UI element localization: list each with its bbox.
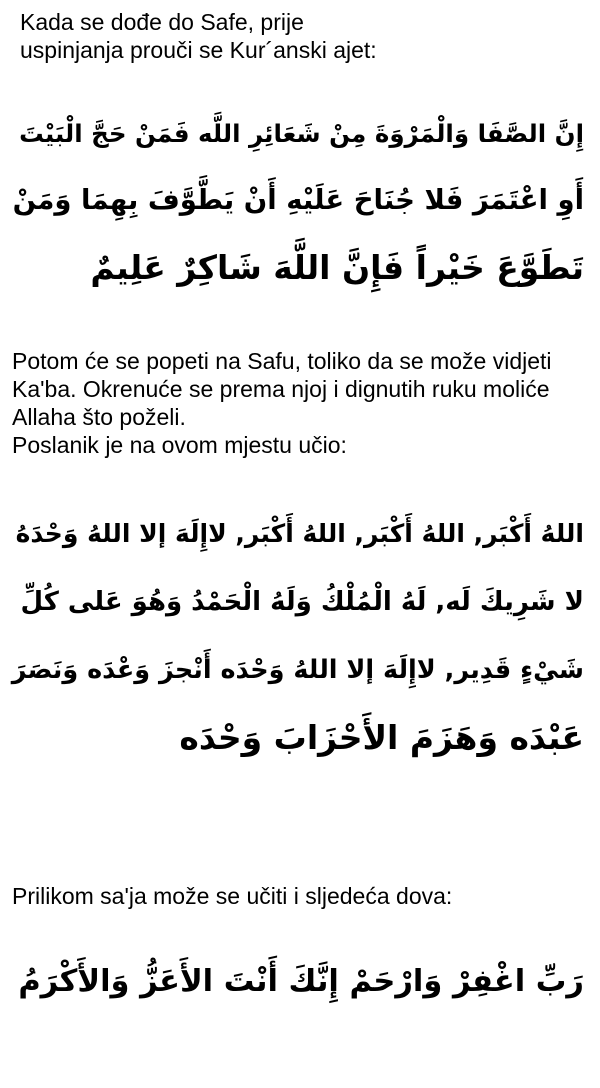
dhikr-line-4: عَبْدَه وَهَزَمَ الأَحْزَابَ وَحْدَه <box>179 718 584 757</box>
prilikom-paragraph <box>12 882 452 910</box>
quran-ayah-arabic <box>12 100 584 301</box>
potom-line-4: Poslanik je na ovom mjestu učio: <box>12 432 347 458</box>
ayah-line-1: إِنَّ الصَّفَا وَالْمَرْوَةَ مِنْ شَعَائِرِ اللَّه فَمَنْ حَجَّ الْبَيْتَ <box>19 119 584 148</box>
dhikr-arabic <box>12 500 584 772</box>
dhikr-line-1: اللهُ أَكْبَر, اللهُ أَكْبَر, اللهُ أَكْبَر, لاإِلَهَ إلا اللهُ وَحْدَهُ <box>15 519 584 548</box>
intro-line-1: Kada se dođe do Safe, prije <box>20 9 304 35</box>
potom-line-3: Allaha što poželi. <box>12 404 186 430</box>
dua-line: رَبِّ اغْفِرْ وَارْحَمْ إِنَّكَ أَنْتَ الأَعَزُّ وَالأَكْرَمُ <box>18 964 584 999</box>
prilikom-line: Prilikom sa'ja može se učiti i sljedeća dova: <box>12 883 453 909</box>
dua-arabic <box>12 950 584 1014</box>
dhikr-line-3: شَيْءٍ قَدِير, لاإِلَهَ إلا اللهُ وَحْدَه أَنْجزَ وَعْدَه وَنَصَرَ <box>11 655 584 685</box>
potom-paragraph <box>12 347 552 459</box>
potom-line-2: Ka'ba. Okrenuće se prema njoj i dignutih ruku moliće <box>12 376 550 402</box>
ayah-line-2: أَوِ اعْتَمَرَ فَلا جُنَاحَ عَلَيْهِ أَنْ يَطَّوَّفَ بِهِمَا وَمَنْ <box>12 184 584 216</box>
ayah-line-3: تَطَوَّعَ خَيْراً فَإِنَّ اللَّهَ شَاكِرٌ عَلِيمٌ <box>90 248 584 287</box>
potom-line-1: Potom će se popeti na Safu, toliko da se može vidjeti <box>12 348 552 374</box>
intro-line-2: uspinjanja prouči se Kur´anski ajet: <box>20 37 377 63</box>
intro-paragraph <box>20 8 377 64</box>
dhikr-line-2: لا شَرِيكَ لَه, لَهُ الْمُلْكُ وَلَهُ الْحَمْدُ وَهُوَ عَلى كُلِّ <box>20 587 584 617</box>
